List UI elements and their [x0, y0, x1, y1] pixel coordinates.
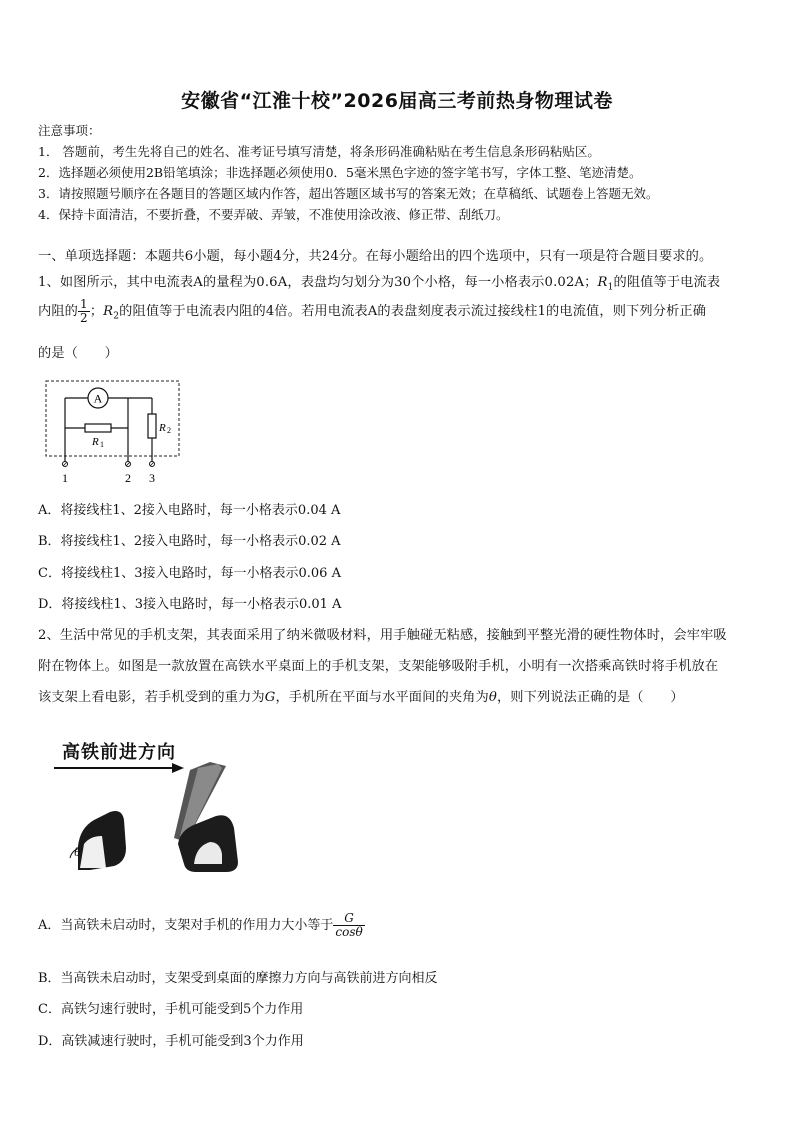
q1-line1: [38, 271, 720, 293]
r2-label: R: [159, 422, 166, 434]
resistor-r2: [148, 414, 156, 438]
q2-line3: [38, 686, 684, 705]
r1-symbol: R: [597, 275, 608, 290]
q2-line1: 2、生活中常见的手机支架，其表面采用了纳米微吸材料，用手触碰无粘感，接触到平整光滑的硬性物体时，会牢牢吸: [38, 628, 727, 643]
q2-line3-a: 该支架上看电影，若手机受到的重力为: [38, 690, 265, 705]
circuit-diagram: [40, 376, 185, 488]
notice-item: 4．保持卡面清洁，不要折叠，不要弄破、弄皱，不准使用涂改液、修正带、刮纸刀。: [38, 207, 509, 222]
q1-line1-text: 1、如图所示，其中电流表A的量程为0.6A，表盘均匀划分为30个小格，每一小格表示0.02A；: [38, 275, 598, 290]
q1-option-a: A．将接线柱1、2接入电路时，每一小格表示0.04 A: [38, 503, 341, 518]
q1-line2-end: 的阻值等于电流表内阻的4倍。若用电流表A的表盘刻度表示流过接线柱1的电流值，则下列分析正确: [119, 304, 707, 319]
terminal-label-3: 3: [149, 471, 155, 485]
theta-symbol: θ: [488, 690, 497, 705]
terminal-label-1: 1: [62, 471, 68, 485]
gravity-symbol: G: [264, 690, 276, 705]
notice-heading: 注意事项：: [38, 123, 101, 138]
r2-label-sub: 2: [167, 426, 171, 435]
phone-stand-figure: [50, 758, 250, 880]
fraction-numerator: G: [333, 912, 364, 926]
q1-option-b: B．将接线柱1、2接入电路时，每一小格表示0.02 A: [38, 534, 341, 549]
q2-option-b: B．当高铁未启动时，支架受到桌面的摩擦力方向与高铁前进方向相反: [38, 971, 438, 986]
q1-line2-start: 内阻的: [38, 304, 79, 319]
r2-subscript: 2: [113, 311, 120, 322]
notice-item: 3．请按照题号顺序在各题目的答题区域内作答，超出答题区域书写的答案无效；在草稿纸、试题卷上答题无效。: [38, 186, 659, 201]
q1-line1-end: 的阻值等于电流表: [613, 275, 721, 290]
q1-line3: 的是（ ）: [38, 346, 119, 361]
direction-arrow-icon: [172, 763, 184, 773]
fraction-denominator: 2: [80, 311, 88, 325]
q2-line3-b: ，手机所在平面与水平面间的夹角为: [275, 690, 489, 705]
terminal-label-2: 2: [125, 471, 131, 485]
figure-direction-label: 高铁前进方向: [62, 742, 176, 763]
q2-line2: 附在物体上。如图是一款放置在高铁水平桌面上的手机支架，支架能够吸附手机，小明有一次搭乘高铁时将手机放在: [38, 659, 719, 674]
q1-option-c: C．将接线柱1、3接入电路时，每一小格表示0.06 A: [38, 566, 341, 581]
ammeter-label: A: [93, 391, 103, 406]
section-heading: 一、单项选择题：本题共6小题，每小题4分，共24分。在每小题给出的四个选项中，只有一项是符合题目要求的。: [38, 249, 713, 264]
circuit-dashed-box: [46, 381, 179, 456]
resistor-r1: [85, 424, 111, 432]
q2-option-a-text: A．当高铁未启动时，支架对手机的作用力大小等于: [38, 918, 334, 933]
q1-line2-mid: ；: [89, 304, 104, 319]
q2-option-c: C．高铁匀速行驶时，手机可能受到5个力作用: [38, 1002, 304, 1017]
r1-label-sub: 1: [100, 440, 104, 449]
q1-line2: [38, 298, 706, 325]
r1-label: R: [92, 436, 99, 448]
page-title: 安徽省“江淮十校”2026届高三考前热身物理试卷: [181, 90, 613, 112]
fraction-one-half: [78, 298, 90, 325]
r2-symbol: R: [103, 304, 114, 319]
q2-option-d: D．高铁减速行驶时，手机可能受到3个力作用: [38, 1034, 304, 1049]
notice-item: 1． 答题前，考生先将自己的姓名、准考证号填写清楚，将条形码准确粘贴在考生信息条形码粘贴区。: [38, 144, 600, 159]
r1-subscript: 1: [607, 282, 614, 293]
fraction-numerator: 1: [80, 297, 88, 311]
notice-item: 2．选择题必须使用2B铅笔填涂；非选择题必须使用0．5毫米黑色字迹的签字笔书写，字体工整、笔迹清楚。: [38, 165, 642, 180]
fraction-denominator: cosθ: [335, 925, 363, 939]
q2-line3-c: ，则下列说法正确的是（ ）: [496, 690, 684, 705]
q1-option-d: D．将接线柱1、3接入电路时，每一小格表示0.01 A: [38, 597, 342, 612]
q2-option-a: [38, 912, 365, 939]
fraction-g-over-cos: [333, 912, 364, 939]
angle-theta-label: θ: [74, 844, 81, 859]
